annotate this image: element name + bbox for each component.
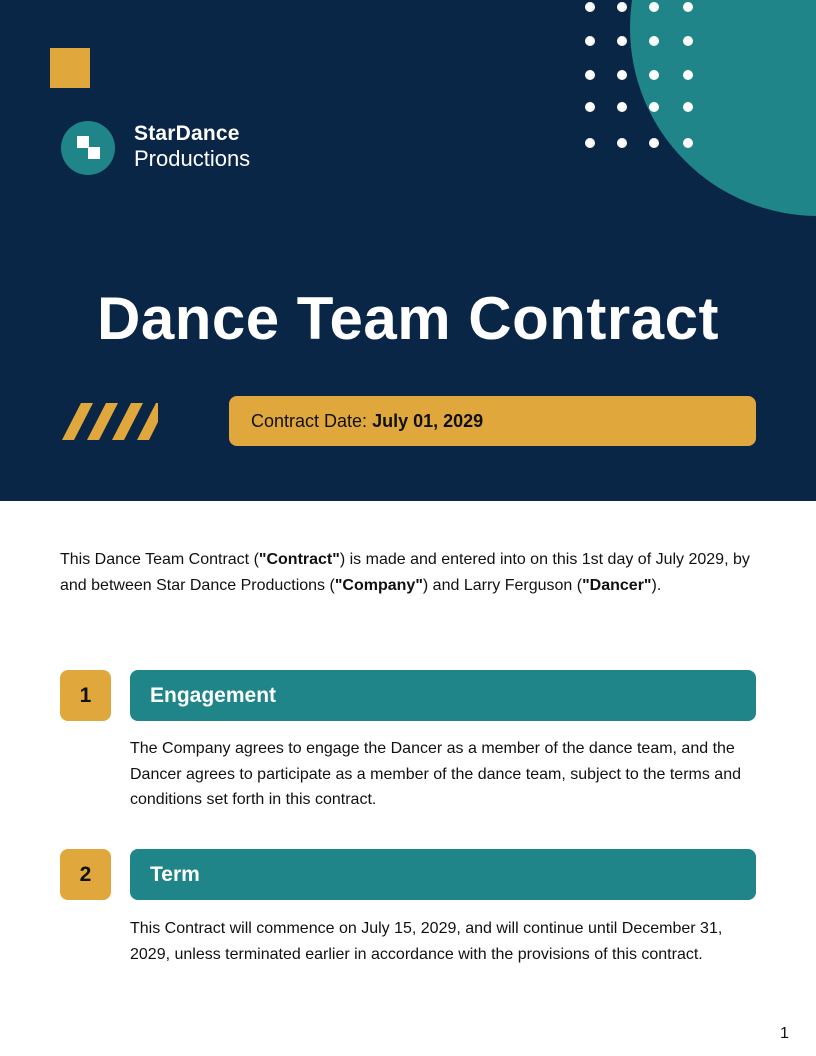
dot bbox=[683, 138, 693, 148]
dot bbox=[585, 2, 595, 12]
section-heading-engagement: Engagement bbox=[130, 670, 756, 721]
intro-term-contract: "Contract" bbox=[258, 551, 340, 568]
document-title: Dance Team Contract bbox=[97, 285, 719, 352]
dot bbox=[585, 102, 595, 112]
intro-term-company: "Company" bbox=[334, 576, 423, 594]
intro-text: ) is made and entered into on this 1st day of July 2029, by and between Star Dance Productions ( bbox=[60, 551, 750, 594]
intro-term-dancer: "Dancer" bbox=[582, 576, 652, 594]
dot bbox=[649, 138, 659, 148]
section-number-badge: 1 bbox=[60, 670, 111, 721]
diagonal-stripes-decor-icon bbox=[62, 403, 162, 440]
dot bbox=[585, 138, 595, 148]
dot bbox=[617, 2, 627, 12]
intro-text: ) and Larry Ferguson ( bbox=[422, 576, 583, 594]
dot bbox=[683, 2, 693, 12]
section-heading-term: Term bbox=[130, 849, 756, 900]
dot bbox=[585, 70, 595, 80]
decorative-gold-square bbox=[50, 48, 90, 88]
brand-name-bold: StarDance bbox=[134, 122, 240, 145]
logo-square bbox=[88, 147, 100, 159]
contract-date-box bbox=[229, 396, 756, 446]
intro-paragraph bbox=[60, 547, 750, 598]
dot bbox=[683, 70, 693, 80]
contract-date-value: July 01, 2029 bbox=[372, 411, 484, 431]
dot bbox=[649, 2, 659, 12]
dot bbox=[649, 36, 659, 46]
header-banner bbox=[0, 0, 816, 501]
checker-squares-logo-icon bbox=[61, 121, 115, 175]
section-number-badge: 2 bbox=[60, 849, 111, 900]
section-body-term: This Contract will commence on July 15, 2029, and will continue until December 31, 2029, unless terminated earlier in accordance with the provisions of this contract. bbox=[130, 920, 723, 963]
dot bbox=[617, 36, 627, 46]
contract-date-label: Contract Date: bbox=[251, 411, 368, 431]
dot bbox=[617, 102, 627, 112]
intro-text: ). bbox=[651, 576, 662, 594]
dot bbox=[617, 70, 627, 80]
brand-name-light: Productions bbox=[134, 146, 251, 171]
dot bbox=[649, 102, 659, 112]
dot bbox=[683, 102, 693, 112]
section-body-engagement: The Company agrees to engage the Dancer as a member of the dance team, and the Dancer agrees to participate as a member of the dance team, subject to the terms and conditions set forth in this contract. bbox=[130, 740, 741, 808]
dot bbox=[585, 36, 595, 46]
intro-text: This Dance Team Contract ( bbox=[60, 551, 259, 568]
dot bbox=[683, 36, 693, 46]
dot bbox=[617, 138, 627, 148]
page-number: 1 bbox=[780, 1025, 789, 1042]
dot bbox=[649, 70, 659, 80]
